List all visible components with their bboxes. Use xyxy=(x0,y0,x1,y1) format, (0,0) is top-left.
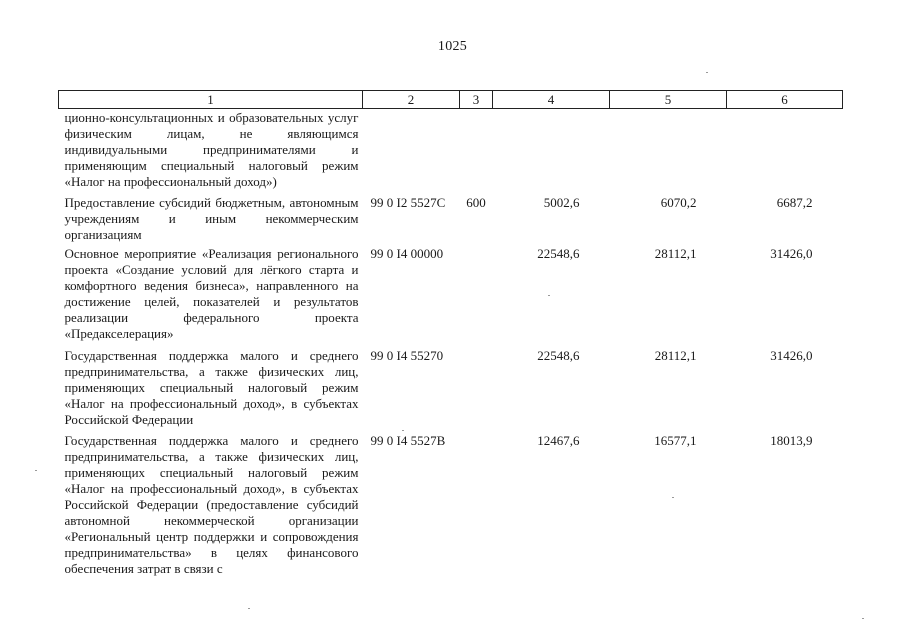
row-value-year-3: 31426,0 xyxy=(770,246,813,261)
row-value-year-2: 6070,2 xyxy=(660,195,697,210)
row-name: ционно-консультационных и образовательных услуг физическим лицам, не являющимся индивидуальными предпринимателями и применяющим специальный налоговый режим «Налог на профессиональный доход») xyxy=(64,110,359,189)
row-value-year-1: 12467,6 xyxy=(537,433,580,448)
table-body xyxy=(59,109,843,587)
scan-speck xyxy=(706,72,708,73)
table-row xyxy=(59,109,843,196)
row-value-year-1: 5002,6 xyxy=(543,195,580,210)
row-value-year-1 xyxy=(493,109,610,196)
row-vr xyxy=(460,433,493,586)
row-name: Государственная поддержка малого и среднего предпринимательства, а также физических лиц, применяющих специальный налоговый режим «Налог на профессиональный доход», в субъектах Российской Федерации xyxy=(64,348,359,427)
table-row xyxy=(59,433,843,586)
row-name: Предоставление субсидий бюджетным, автономным учреждениям и иным некоммерческим организациям xyxy=(64,195,359,242)
row-value-year-3 xyxy=(727,109,843,196)
scan-speck xyxy=(672,497,674,498)
row-value-year-1: 22548,6 xyxy=(537,348,580,363)
column-header-vr: 3 xyxy=(460,91,493,109)
row-value-year-3: 31426,0 xyxy=(770,348,813,363)
row-vr xyxy=(460,348,493,433)
row-code: 99 0 I4 00000 xyxy=(370,246,444,261)
scan-speck xyxy=(862,618,864,619)
row-value-year-2: 28112,1 xyxy=(654,348,697,363)
header-row xyxy=(59,91,843,109)
scan-speck xyxy=(35,470,37,471)
row-code xyxy=(363,109,460,196)
row-name: Основное мероприятие «Реализация регионального проекта «Создание условий для лёгкого старта и комфортного ведения бизнеса», направленного на достижение целей, показателей и результатов реализации федерального проекта «Предакселерация» xyxy=(64,246,359,341)
row-name: Государственная поддержка малого и среднего предпринимательства, а также физических лиц, применяющих специальный налоговый режим «Налог на профессиональный доход», в субъектах Российской Федерации (предоставление субсидий автономной некоммерческой организации «Региональный центр поддержки и сопровождения предпринимательства» в целях финансового обеспечения затрат в связи с xyxy=(64,433,359,576)
table-header xyxy=(59,91,843,109)
row-value-year-2: 16577,1 xyxy=(654,433,697,448)
row-value-year-3: 18013,9 xyxy=(770,433,813,448)
row-vr xyxy=(460,109,493,196)
row-vr xyxy=(460,246,493,348)
row-code: 99 0 I2 5527C xyxy=(370,195,446,210)
scan-speck xyxy=(248,608,250,609)
table-row xyxy=(59,246,843,348)
scan-speck xyxy=(402,430,404,431)
row-value-year-1: 22548,6 xyxy=(537,246,580,261)
column-header-name: 1 xyxy=(59,91,363,109)
page-number: 1025 xyxy=(437,39,468,54)
row-code: 99 0 I4 5527B xyxy=(370,433,446,448)
table-row xyxy=(59,195,843,246)
scan-speck xyxy=(548,295,550,296)
column-header-year-2: 5 xyxy=(610,91,727,109)
row-code: 99 0 I4 55270 xyxy=(370,348,444,363)
row-value-year-3: 6687,2 xyxy=(776,195,813,210)
column-header-year-1: 4 xyxy=(493,91,610,109)
budget-table xyxy=(58,90,843,586)
table-row xyxy=(59,348,843,433)
row-vr: 600 xyxy=(466,195,486,210)
column-header-code: 2 xyxy=(363,91,460,109)
row-value-year-2: 28112,1 xyxy=(654,246,697,261)
column-header-year-3: 6 xyxy=(727,91,843,109)
row-value-year-2 xyxy=(610,109,727,196)
